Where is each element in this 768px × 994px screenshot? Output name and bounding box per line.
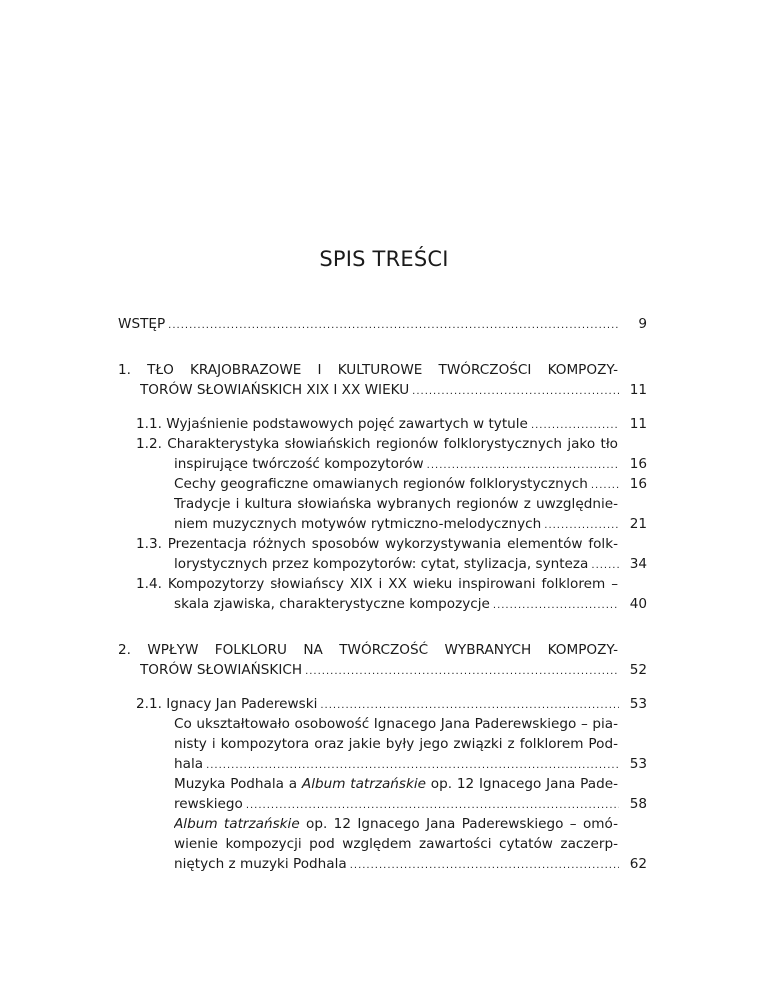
toc-entry-2-1a: [174, 754, 647, 776]
chapter-2-heading-line2: TORÓW SŁOWIAŃSKICH: [140, 662, 303, 678]
toc-entry-2-1b: [174, 794, 647, 816]
toc-entry-label: rewskiego: [174, 796, 243, 812]
toc-entry-1-4-line1: [136, 574, 618, 594]
toc-entry-1-3-line1: [136, 534, 618, 554]
toc-entry-label: inspirujące twórczość kompozytorów: [174, 456, 424, 472]
dot-leader: [350, 856, 619, 876]
toc-page-number: 40: [629, 596, 647, 612]
chapter-2-heading-line1: [118, 640, 618, 660]
toc-entry-label: 1.3. Prezentacja różnych sposobów wykorzystywania elementów folk-: [136, 536, 618, 552]
chapter-1-heading-text: 1. TŁO KRAJOBRAZOWE I KULTUROWE TWÓRCZOŚCI KOMPOZY-: [118, 362, 618, 378]
dot-leader: [246, 796, 619, 816]
toc-entry-1-1: [136, 414, 647, 436]
toc-page-number: 34: [629, 556, 647, 572]
toc-entry-label: [174, 774, 618, 794]
toc-entry-label: nisty i kompozytora oraz jakie były jego związki z folklorem Pod-: [174, 736, 618, 752]
toc-entry-label: 1.2. Charakterystyka słowiańskich regionów folklorystycznych jako tło: [136, 436, 618, 452]
toc-entry-label: wienie kompozycji pod względem zawartości cytatów zaczerp-: [174, 836, 618, 852]
dot-leader: [544, 516, 619, 536]
toc-entry-chapter-2: [140, 660, 647, 682]
dot-leader: [427, 456, 619, 476]
dot-leader: [591, 476, 619, 496]
toc-entry-label: lorystycznych przez kompozytorów: cytat, stylizacja, synteza: [174, 556, 589, 572]
toc-entry-1-2-line1: [136, 434, 618, 454]
toc-entry-2-1: [136, 694, 647, 716]
chapter-1-heading-line2: TORÓW SŁOWIAŃSKICH XIX I XX WIEKU: [140, 382, 410, 398]
toc-entry-label: WSTĘP: [118, 316, 166, 332]
toc-entry-1-2b-line1: [174, 494, 618, 514]
toc-entry-label: Co ukształtowało osobowość Ignacego Jana Paderewskiego – pia-: [174, 716, 618, 732]
toc-entry-label: Tradycje i kultura słowiańska wybranych regionów z uwzględnie-: [174, 496, 618, 512]
toc-text-segment: Muzyka Podhala a: [174, 776, 302, 792]
toc-entry-1-2a: [174, 474, 647, 496]
toc-entry-label: 2.1. Ignacy Jan Paderewski: [136, 696, 318, 712]
toc-entry-chapter-1: [140, 380, 647, 402]
toc-page-number: 11: [629, 382, 647, 398]
toc-entry-1-2: [174, 454, 647, 476]
toc-entry-label: hala: [174, 756, 204, 772]
work-title: Album tatrzańskie: [174, 816, 300, 832]
toc-entry-2-1c-line1: [174, 814, 618, 834]
toc-entry-label: skala zjawiska, charakterystyczne kompozycje: [174, 596, 490, 612]
dot-leader: [591, 556, 619, 576]
toc-entry-2-1a-line2: [174, 734, 618, 754]
toc-text-segment: op. 12 Ignacego Jana Pade-: [426, 776, 618, 792]
chapter-1-heading-line1: [118, 360, 618, 380]
toc-entry-2-1c: [174, 854, 647, 876]
toc-entry-2-1c-line2: [174, 834, 618, 854]
toc-page-number: 9: [638, 316, 647, 332]
dot-leader: [412, 382, 619, 402]
work-title: Album tatrzańskie: [301, 776, 427, 792]
toc-page-number: 11: [629, 416, 647, 432]
dot-leader: [493, 596, 619, 616]
toc-entry-label: 1.1. Wyjaśnienie podstawowych pojęć zawartych w tytule: [136, 416, 528, 432]
toc-entry-2-1b-line1: [174, 774, 618, 794]
toc-entry-label: niętych z muzyki Podhala: [174, 856, 347, 872]
toc-entry-1-4: [174, 594, 647, 616]
toc-page-number: 53: [629, 696, 647, 712]
toc-page-number: 16: [629, 476, 647, 492]
dot-leader: [320, 696, 619, 716]
chapter-2-heading-text: 2. WPŁYW FOLKLORU NA TWÓRCZOŚĆ WYBRANYCH KOMPOZY-: [118, 642, 618, 658]
dot-leader: [168, 316, 619, 336]
toc-entry-label: [174, 814, 618, 834]
toc-page-number: 53: [629, 756, 647, 772]
dot-leader: [531, 416, 619, 436]
toc-entry-label: 1.4. Kompozytorzy słowiańscy XIX i XX wieku inspirowani folklorem –: [136, 576, 618, 592]
toc-page-number: 16: [629, 456, 647, 472]
toc-entry-intro: [118, 314, 647, 336]
toc-entry-label: niem muzycznych motywów rytmiczno-melodycznych: [174, 516, 542, 532]
toc-page-number: 58: [629, 796, 647, 812]
dot-leader: [206, 756, 619, 776]
toc-page-number: 21: [629, 516, 647, 532]
toc-entry-label: Cechy geograficzne omawianych regionów folklorystycznych: [174, 476, 588, 492]
toc-page-number: 52: [629, 662, 647, 678]
toc-text-segment: op. 12 Ignacego Jana Paderewskiego – omó-: [299, 816, 618, 832]
toc-title: SPIS TREŚCI: [319, 247, 449, 271]
toc-entry-1-2b: [174, 514, 647, 536]
toc-page-number: 62: [629, 856, 647, 872]
dot-leader: [305, 662, 619, 682]
toc-entry-1-3: [174, 554, 647, 576]
toc-entry-2-1a-line1: [174, 714, 618, 734]
